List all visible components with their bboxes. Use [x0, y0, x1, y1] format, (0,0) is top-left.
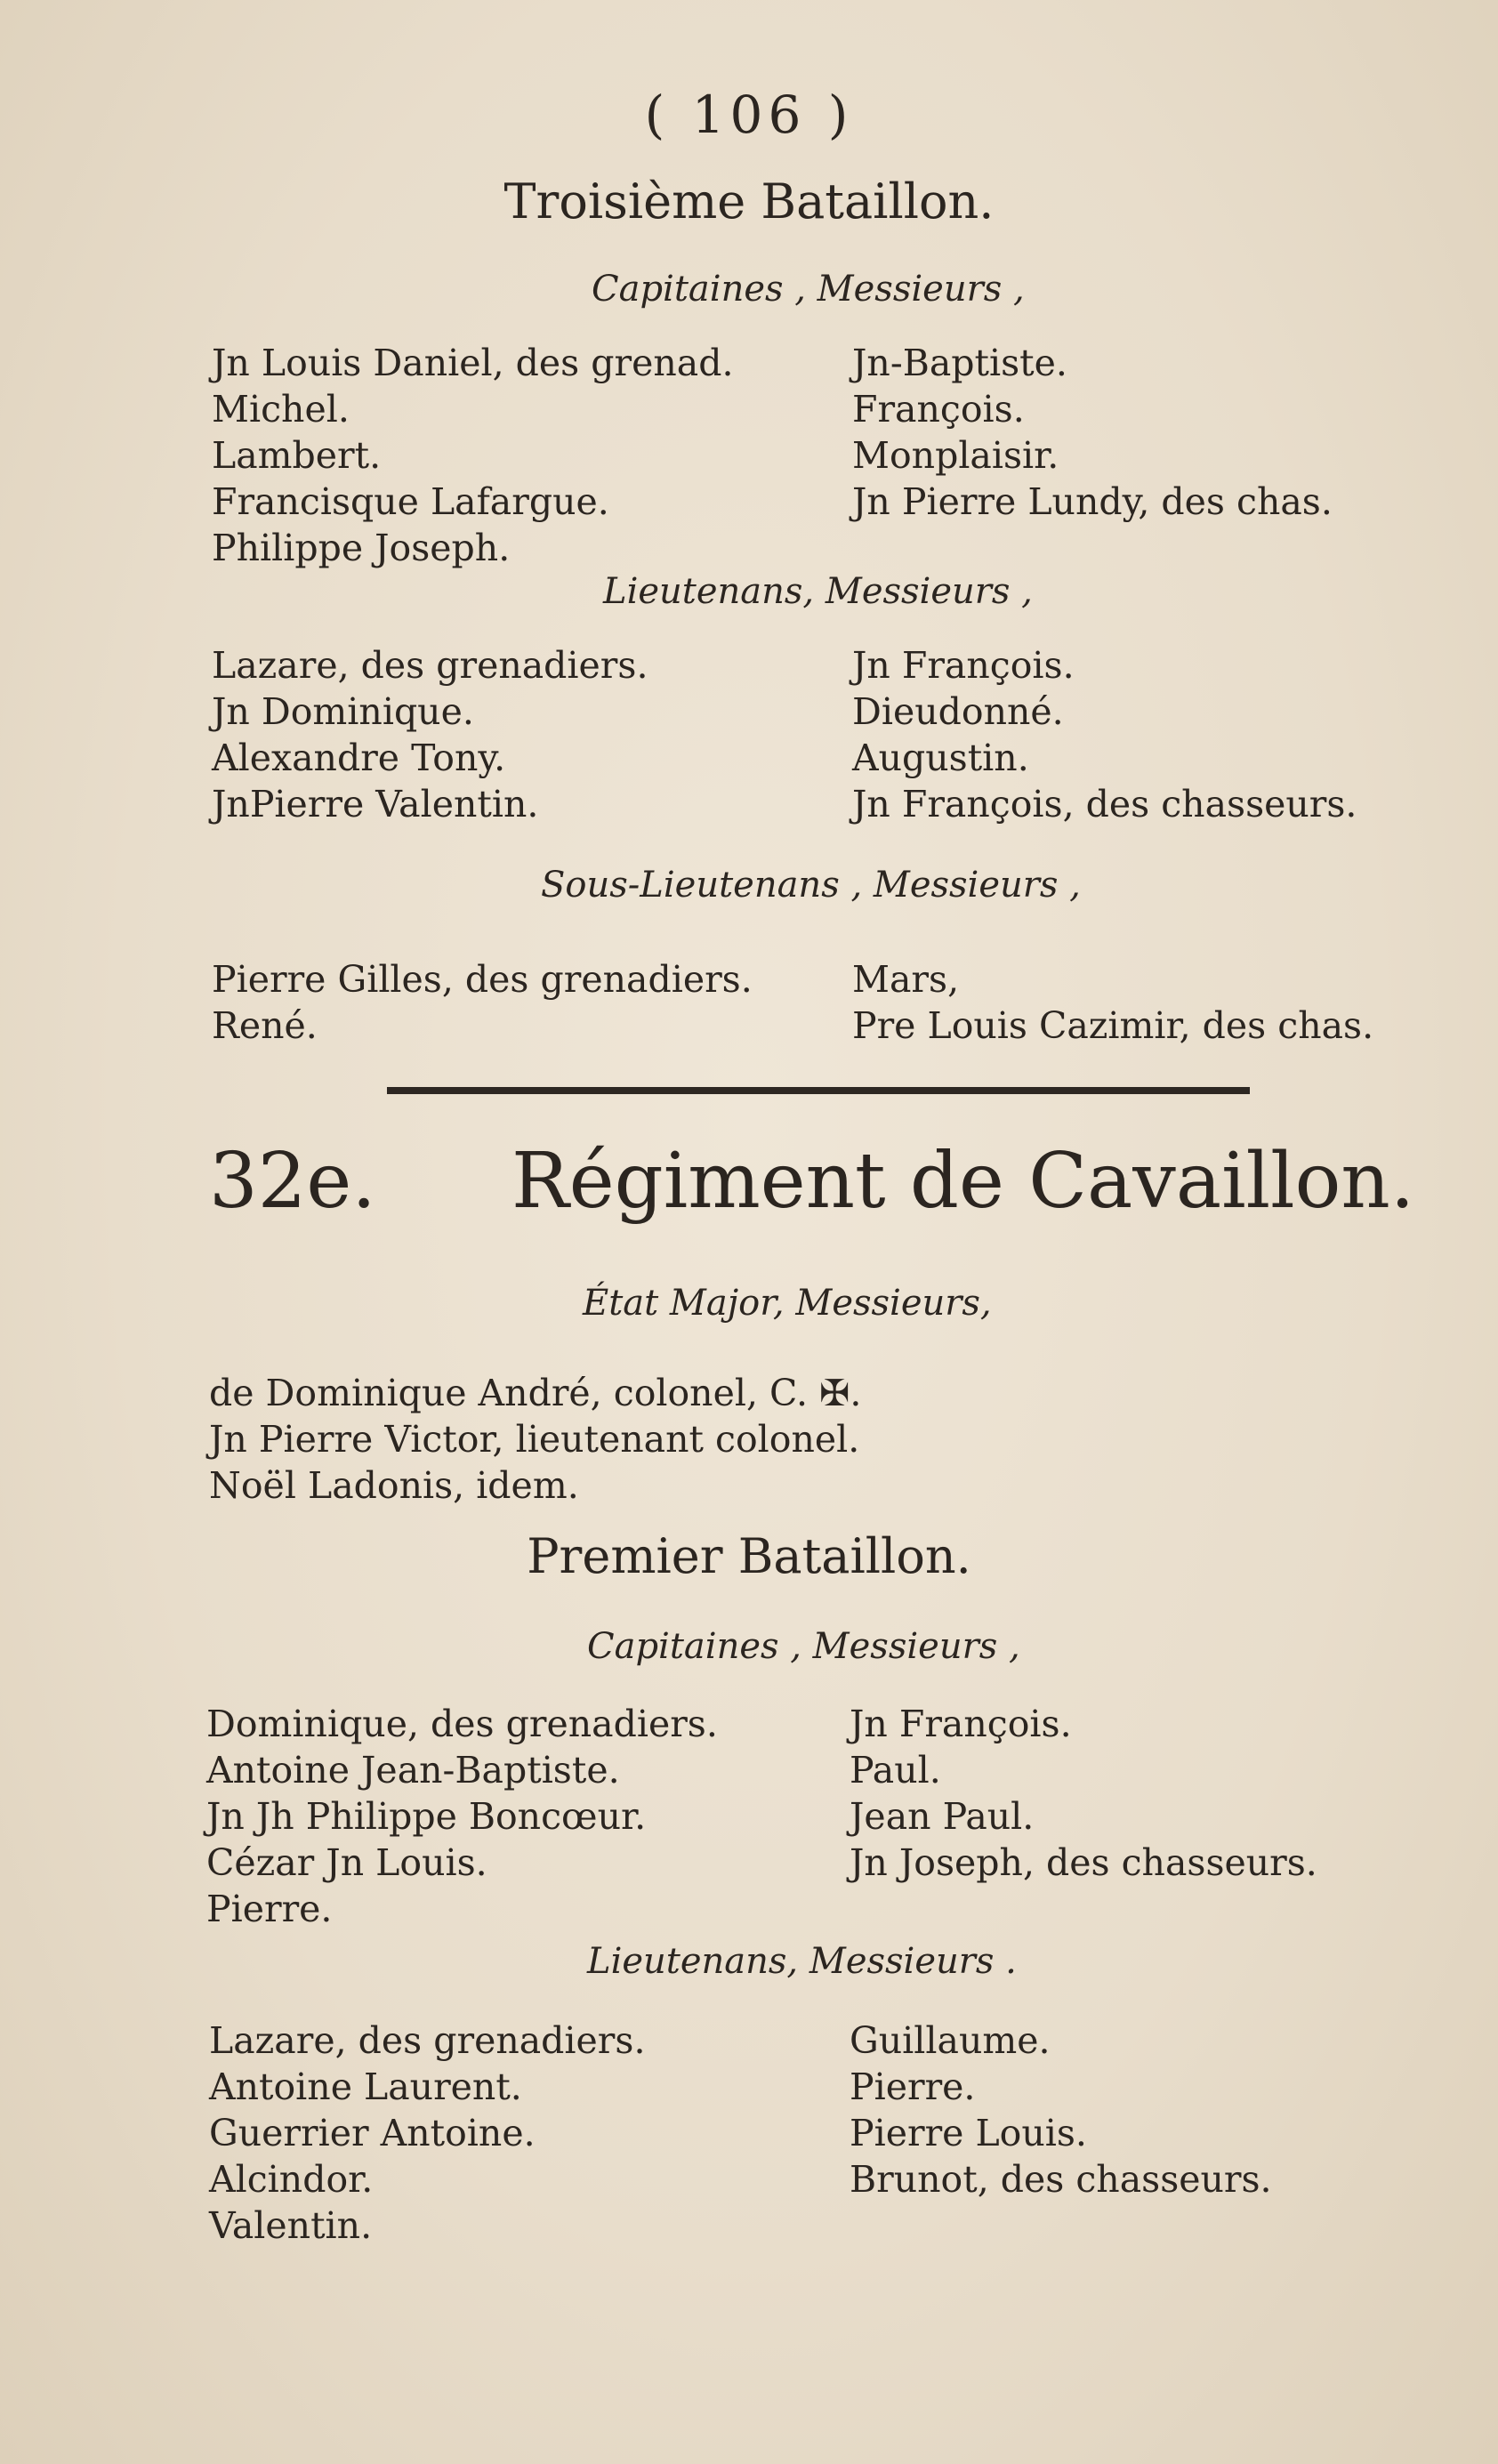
list-item: Jn François, des chasseurs.: [852, 783, 1357, 825]
list-item: François.: [852, 388, 1025, 431]
lieutenants-right-list-2: [850, 2017, 1272, 2202]
list-item: Jn-Baptiste.: [852, 342, 1067, 384]
list-item: Jn Dominique.: [212, 690, 474, 733]
list-item: Antoine Laurent.: [209, 2065, 522, 2108]
list-item: Brunot, des chasseurs.: [850, 2158, 1272, 2201]
staff-list: [209, 1370, 861, 1509]
list-item: Lambert.: [212, 434, 382, 477]
list-item: Guerrier Antoine.: [209, 2112, 536, 2154]
lieutenants-left-list-2: [209, 2017, 645, 2249]
list-item: Dieudonné.: [852, 690, 1064, 733]
list-item: Valentin.: [209, 2204, 373, 2247]
list-item: Lazare, des grenadiers.: [209, 2019, 646, 2062]
list-item: Pierre Gilles, des grenadiers.: [212, 958, 753, 1001]
list-item: Francisque Lafargue.: [212, 480, 609, 523]
list-item: Pierre.: [850, 2065, 976, 2108]
captains-left-list-2: [206, 1701, 718, 1932]
list-item: Jn François.: [852, 644, 1075, 687]
captains-left-list: [212, 340, 733, 571]
lieutenants-header-2: Lieutenans, Messieurs .: [587, 1941, 1017, 1982]
section-title-troisieme-bataillon: Troisième Bataillon.: [503, 173, 995, 229]
list-item: René.: [212, 1004, 318, 1047]
list-item: Paul.: [850, 1749, 941, 1792]
list-item: Jn Jh Philippe Boncœur.: [206, 1795, 647, 1838]
list-item: Jean Paul.: [850, 1795, 1035, 1838]
section-title-premier-bataillon: Premier Bataillon.: [527, 1528, 971, 1584]
divider-rule: [387, 1087, 1250, 1094]
list-item: Alcindor.: [209, 2158, 374, 2201]
list-item: Jn Pierre Victor, lieutenant colonel.: [209, 1418, 860, 1461]
list-item: Jn Louis Daniel, des grenad.: [212, 342, 734, 384]
list-item: Jn François.: [850, 1703, 1072, 1745]
staff-header: État Major, Messieurs,: [583, 1283, 992, 1324]
list-item: Philippe Joseph.: [212, 527, 511, 569]
list-item: Guillaume.: [850, 2019, 1051, 2062]
list-item: Antoine Jean-Baptiste.: [206, 1749, 620, 1792]
regiment-title: Régiment de Cavaillon.: [511, 1137, 1415, 1226]
sous-lieutenants-left-list: [212, 956, 753, 1049]
list-item: de Dominique André, colonel, C. ✠.: [209, 1372, 862, 1414]
sous-lieutenants-header: Sous-Lieutenans , Messieurs ,: [541, 865, 1081, 906]
lieutenants-header: Lieutenans, Messieurs ,: [603, 571, 1033, 612]
sous-lieutenants-right-list: [852, 956, 1373, 1049]
captains-right-list: [852, 340, 1333, 525]
lieutenants-left-list: [212, 642, 648, 827]
list-item: Michel.: [212, 388, 350, 431]
list-item: Monplaisir.: [852, 434, 1059, 477]
regiment-number: 32e.: [209, 1137, 376, 1226]
list-item: Lazare, des grenadiers.: [212, 644, 648, 687]
lieutenants-right-list: [852, 642, 1357, 827]
list-item: Mars,: [852, 958, 960, 1001]
captains-right-list-2: [850, 1701, 1317, 1886]
list-item: Pre Louis Cazimir, des chas.: [852, 1004, 1374, 1047]
list-item: Alexandre Tony.: [212, 737, 506, 779]
list-item: Dominique, des grenadiers.: [206, 1703, 718, 1745]
page-number: ( 106 ): [644, 85, 854, 145]
list-item: Jn Joseph, des chasseurs.: [850, 1841, 1317, 1884]
list-item: Jn Pierre Lundy, des chas.: [852, 480, 1333, 523]
list-item: Cézar Jn Louis.: [206, 1841, 487, 1884]
list-item: Augustin.: [852, 737, 1029, 779]
list-item: Pierre.: [206, 1888, 333, 1930]
list-item: Pierre Louis.: [850, 2112, 1087, 2154]
list-item: JnPierre Valentin.: [212, 783, 539, 825]
list-item: Noël Ladonis, idem.: [209, 1464, 579, 1507]
captains-header: Capitaines , Messieurs ,: [592, 269, 1025, 310]
captains-header-2: Capitaines , Messieurs ,: [587, 1626, 1020, 1667]
